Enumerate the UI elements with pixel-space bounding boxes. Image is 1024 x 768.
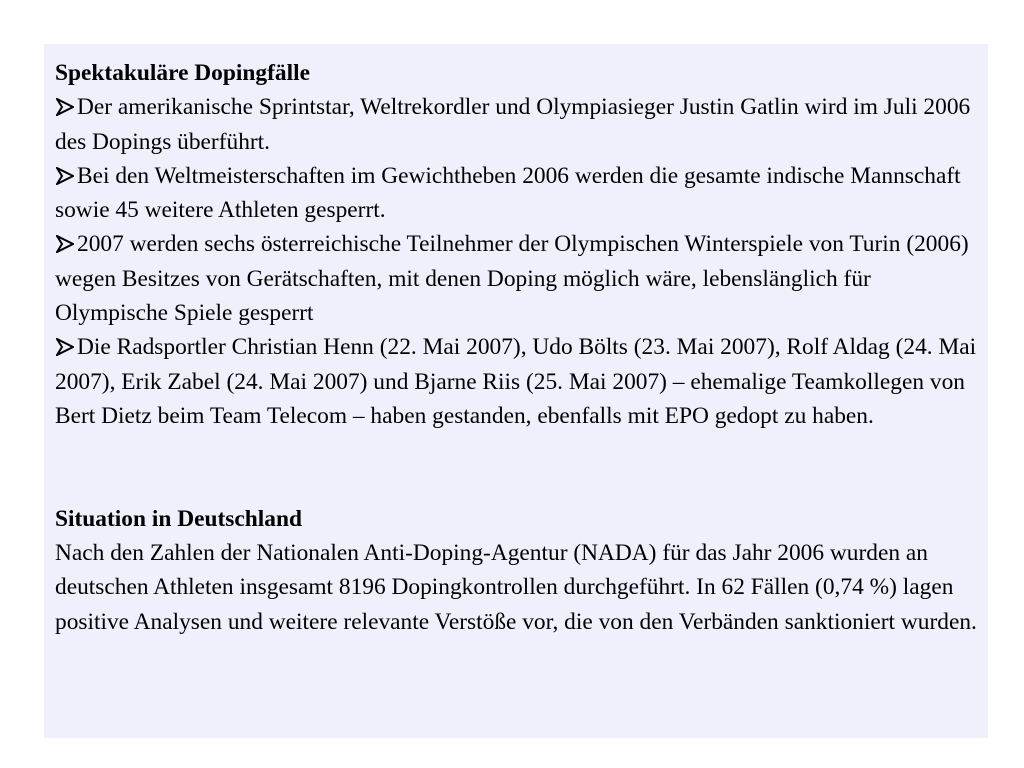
bullet-item bbox=[55, 159, 978, 228]
bullet-text: Die Radsportler Christian Henn (22. Mai 2007), Udo Bölts (23. Mai 2007), Rolf Aldag (24. Mai 2007), Erik Zabel (24. Mai 2007) und Bjarne Riis (25. Mai 2007) – ehemalige Teamkollegen von Bert Dietz beim Team Telecom – haben gestanden, ebenfalls mit EPO gedopt zu haben. bbox=[55, 334, 977, 429]
bullet-item bbox=[55, 90, 978, 159]
paragraph-germany-statistics: Nach den Zahlen der Nationalen Anti-Doping-Agentur (NADA) für das Jahr 2006 wurden an deutschen Athleten insgesamt 8196 Dopingkontrollen durchgeführt. In 62 Fällen (0,74 %) lagen positive Analysen und weitere relevante Verstöße vor, die von den Verbänden sanktioniert wurden. bbox=[55, 540, 977, 635]
slide-content-box bbox=[44, 44, 988, 738]
section-spacer bbox=[55, 433, 978, 502]
bullet-text: Der amerikanische Sprintstar, Weltrekordler und Olympiasieger Justin Gatlin wird im Juli 2006 des Dopings überführt. bbox=[55, 94, 971, 155]
bullet-item bbox=[55, 330, 978, 433]
bullet-text: Bei den Weltmeisterschaften im Gewichtheben 2006 werden die gesamte indische Mannschaft sowie 45 weitere Athleten gesperrt. bbox=[55, 162, 961, 224]
bullet-item bbox=[55, 227, 978, 330]
bullet-text: 2007 werden sechs österreichische Teilnehmer der Olympischen Winterspiele von Turin (2006) wegen Besitzes von Gerätschaften, mit denen Doping möglich wäre, lebenslänglich für Olympische Spiele gesperrt bbox=[55, 231, 969, 327]
section-heading-germany: Situation in Deutschland bbox=[55, 505, 302, 532]
section-heading-doping-cases: Spektakuläre Dopingfälle bbox=[55, 60, 310, 86]
